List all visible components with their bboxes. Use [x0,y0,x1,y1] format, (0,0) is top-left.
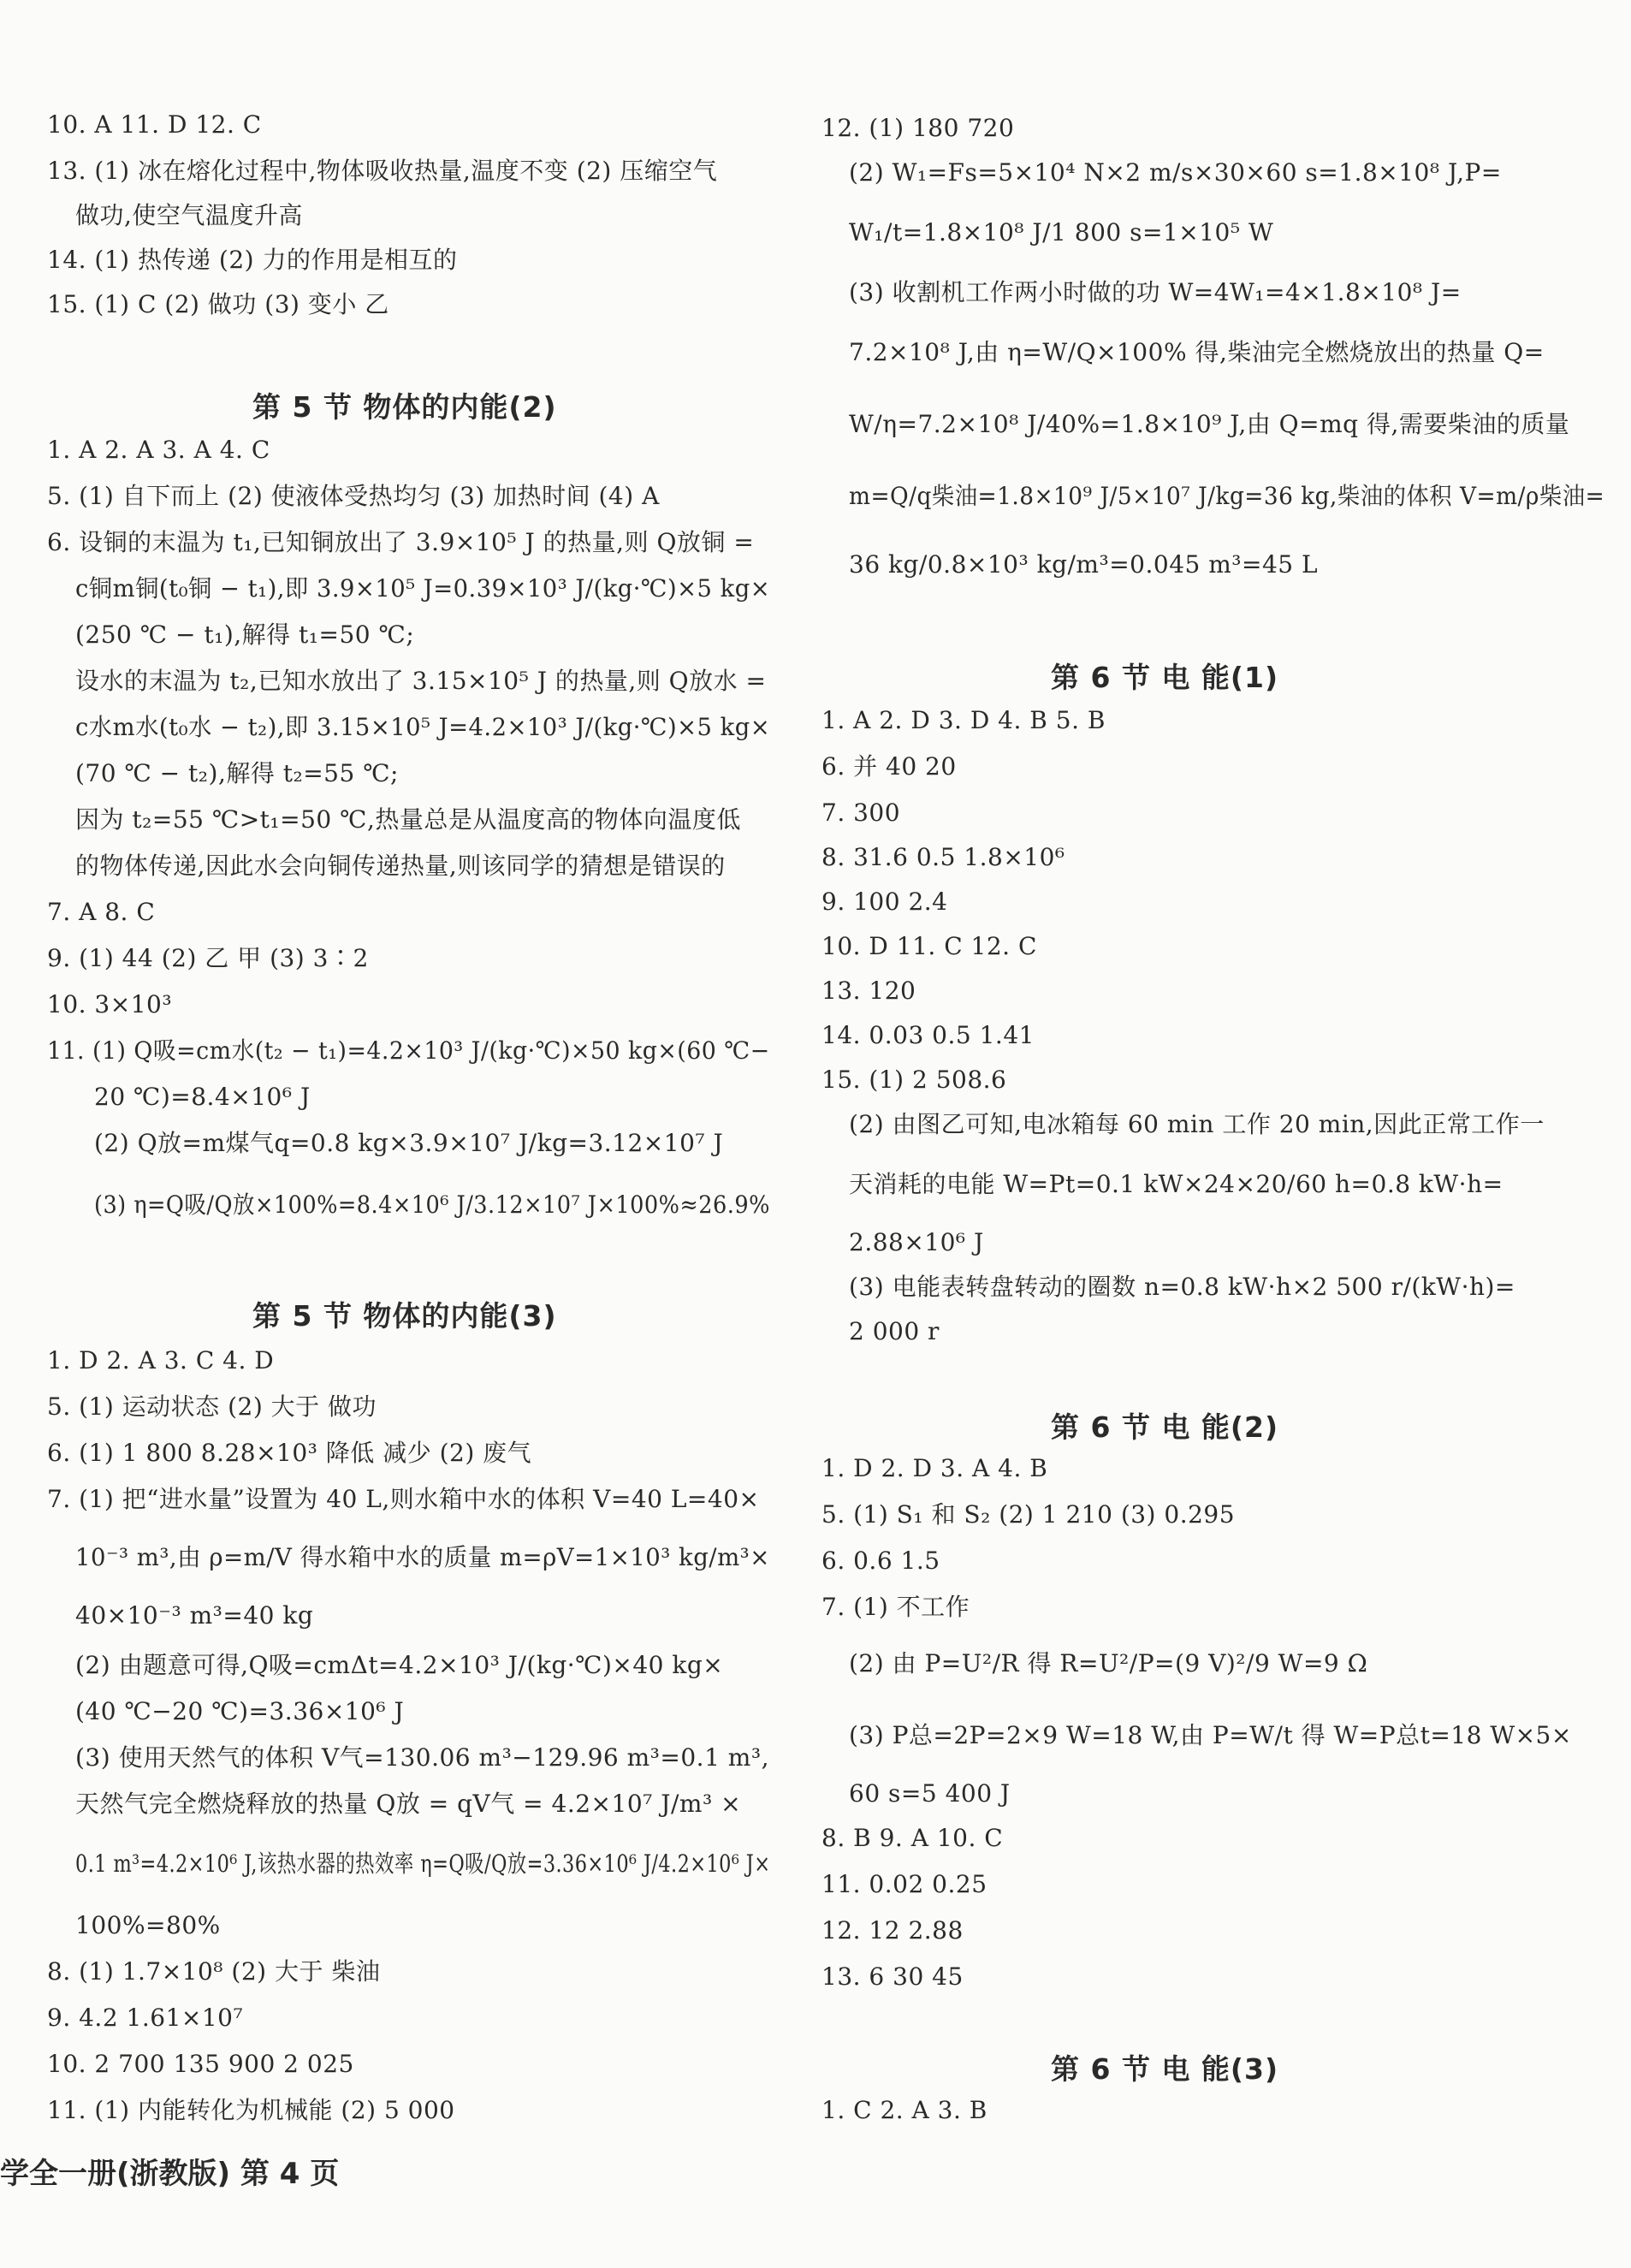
answer-line: (3) 收割机工作两小时做的功 W=4W₁=4×1.8×10⁸ J= [849,278,1462,306]
section-title: 第 5 节 物体的内能(3) [252,1299,557,1333]
answer-line: 设水的末温为 t₂,已知水放出了 3.15×10⁵ J 的热量,则 Q放水 = [75,667,767,695]
section-title: 第 6 节 电 能(1) [1051,661,1279,694]
answer-line: 12. 12 2.88 [821,1916,964,1944]
answer-line: 14. 0.03 0.5 1.41 [821,1021,1035,1049]
answer-line: 2.88×10⁶ J [849,1228,984,1256]
answer-line: 8. 31.6 0.5 1.8×10⁶ [821,843,1065,871]
answer-line: c铜m铜(t₀铜 − t₁),即 3.9×10⁵ J=0.39×10³ J/(kg·℃)×5 kg× [75,574,771,603]
answer-line: (2) 由图乙可知,电冰箱每 60 min 工作 20 min,因此正常工作一 [849,1110,1545,1138]
answer-line: 1. D 2. D 3. A 4. B [821,1454,1048,1482]
answer-line: c水m水(t₀水 − t₂),即 3.15×10⁵ J=4.2×10³ J/(kg·℃)×5 kg× [75,713,771,741]
answer-line: (3) η=Q吸/Q放×100%=8.4×10⁶ J/3.12×10⁷ J×100%≈26.9% [94,1190,770,1219]
answer-line: 10. D 11. C 12. C [821,932,1037,960]
answer-line: 14. (1) 热传递 (2) 力的作用是相互的 [47,246,458,274]
answer-line: (3) P总=2P=2×9 W=18 W,由 P=W/t 得 W=P总t=18 W×5× [849,1721,1572,1749]
answer-line: 的物体传递,因此水会向铜传递热量,则该同学的猜想是错误的 [75,852,726,880]
answer-line: 天消耗的电能 W=Pt=0.1 kW×24×20/60 h=0.8 kW·h= [849,1170,1503,1198]
answer-line: 8. (1) 1.7×10⁸ (2) 大于 柴油 [47,1957,381,1986]
answer-line: 5. (1) S₁ 和 S₂ (2) 1 210 (3) 0.295 [821,1500,1236,1529]
answer-line: 1. C 2. A 3. B [821,2096,987,2124]
answer-line: 1. D 2. A 3. C 4. D [47,1346,275,1374]
answer-line: 60 s=5 400 J [849,1779,1011,1808]
answer-line: 15. (1) C (2) 做功 (3) 变小 乙 [47,290,389,318]
answer-line: 40×10⁻³ m³=40 kg [75,1601,314,1630]
answer-line: (250 ℃ − t₁),解得 t₁=50 ℃; [75,620,415,649]
answer-line: 0.1 m³=4.2×10⁶ J,该热水器的热效率 η=Q吸/Q放=3.36×10⁶ J/4.2×10⁶ J× [75,1849,771,1878]
answer-line: 9. 100 2.4 [821,888,948,916]
answer-line: (3) 使用天然气的体积 V气=130.06 m³−129.96 m³=0.1 m³, [75,1743,769,1772]
answer-line: 5. (1) 自下而上 (2) 使液体受热均匀 (3) 加热时间 (4) A [47,482,660,510]
answer-line: 36 kg/0.8×10³ kg/m³=0.045 m³=45 L [849,550,1319,579]
answer-line: 20 ℃)=8.4×10⁶ J [94,1083,311,1111]
answer-line: 1. A 2. A 3. A 4. C [47,436,270,464]
answer-line: 100%=80% [75,1911,221,1939]
answer-line: 天然气完全燃烧释放的热量 Q放 = qV气 = 4.2×10⁷ J/m³ × [75,1790,742,1818]
answer-line: 10⁻³ m³,由 ρ=m/V 得水箱中水的质量 m=ρV=1×10³ kg/m³× [75,1543,770,1571]
answer-line: 8. B 9. A 10. C [821,1824,1004,1852]
answer-line: 6. (1) 1 800 8.28×10³ 降低 减少 (2) 废气 [47,1439,532,1467]
answer-line: 7. A 8. C [47,898,156,926]
answer-line: 10. 2 700 135 900 2 025 [47,2050,354,2078]
answer-line: 5. (1) 运动状态 (2) 大于 做功 [47,1392,377,1421]
answer-line: 10. A 11. D 12. C [47,110,262,139]
answer-line: 7. (1) 不工作 [821,1593,970,1621]
answer-line: 做功,使空气温度升高 [75,201,303,229]
answer-line: 13. 6 30 45 [821,1962,964,1991]
answer-line: 11. (1) 内能转化为机械能 (2) 5 000 [47,2096,455,2124]
section-title: 第 6 节 电 能(2) [1051,1410,1279,1444]
answer-line: 因为 t₂=55 ℃>t₁=50 ℃,热量总是从温度高的物体向温度低 [75,805,741,834]
answer-line: 7.2×10⁸ J,由 η=W/Q×100% 得,柴油完全燃烧放出的热量 Q= [849,338,1545,366]
answer-line: 10. 3×10³ [47,990,173,1018]
answer-line: 11. 0.02 0.25 [821,1870,987,1898]
answer-line: 12. (1) 180 720 [821,114,1015,142]
answer-line: (40 ℃−20 ℃)=3.36×10⁶ J [75,1697,405,1725]
answer-line: 6. 0.6 1.5 [821,1547,940,1575]
page-footer: 学全一册(浙教版) 第 4 页 [0,2157,340,2191]
section-title: 第 5 节 物体的内能(2) [252,390,557,424]
answer-line: 2 000 r [849,1317,940,1345]
answer-line: m=Q/q柴油=1.8×10⁹ J/5×10⁷ J/kg=36 kg,柴油的体积 V=m/ρ柴油= [849,482,1605,510]
section-title: 第 6 节 电 能(3) [1051,2052,1279,2086]
answer-line: 9. (1) 44 (2) 乙 甲 (3) 3∶2 [47,944,369,972]
answer-line: 13. (1) 冰在熔化过程中,物体吸收热量,温度不变 (2) 压缩空气 [47,157,718,185]
answer-line: 6. 设铜的末温为 t₁,已知铜放出了 3.9×10⁵ J 的热量,则 Q放铜 = [47,528,755,556]
answer-line: 7. 300 [821,799,901,827]
answer-line: W₁/t=1.8×10⁸ J/1 800 s=1×10⁵ W [849,218,1274,246]
answer-line: 9. 4.2 1.61×10⁷ [47,2004,244,2032]
answer-line: (70 ℃ − t₂),解得 t₂=55 ℃; [75,759,399,787]
answer-line: (3) 电能表转盘转动的圈数 n=0.8 kW·h×2 500 r/(kW·h)= [849,1273,1515,1301]
answer-line: 7. (1) 把“进水量”设置为 40 L,则水箱中水的体积 V=40 L=40× [47,1485,760,1513]
answer-line: W/η=7.2×10⁸ J/40%=1.8×10⁹ J,由 Q=mq 得,需要柴油的质量 [849,410,1570,438]
answer-line: (2) Q放=m煤气q=0.8 kg×3.9×10⁷ J/kg=3.12×10⁷ J [94,1129,724,1157]
answer-line: (2) W₁=Fs=5×10⁴ N×2 m/s×30×60 s=1.8×10⁸ J,P= [849,158,1502,187]
answer-line: 15. (1) 2 508.6 [821,1066,1007,1094]
answer-line: 6. 并 40 20 [821,752,957,781]
answer-line: 11. (1) Q吸=cm水(t₂ − t₁)=4.2×10³ J/(kg·℃)×50 kg×(60 ℃− [47,1036,770,1065]
answer-line: 13. 120 [821,977,916,1005]
answer-line: 1. A 2. D 3. D 4. B 5. B [821,706,1106,734]
answer-line: (2) 由题意可得,Q吸=cmΔt=4.2×10³ J/(kg·℃)×40 kg× [75,1651,724,1679]
answer-line: (2) 由 P=U²/R 得 R=U²/P=(9 V)²/9 W=9 Ω [849,1649,1368,1677]
